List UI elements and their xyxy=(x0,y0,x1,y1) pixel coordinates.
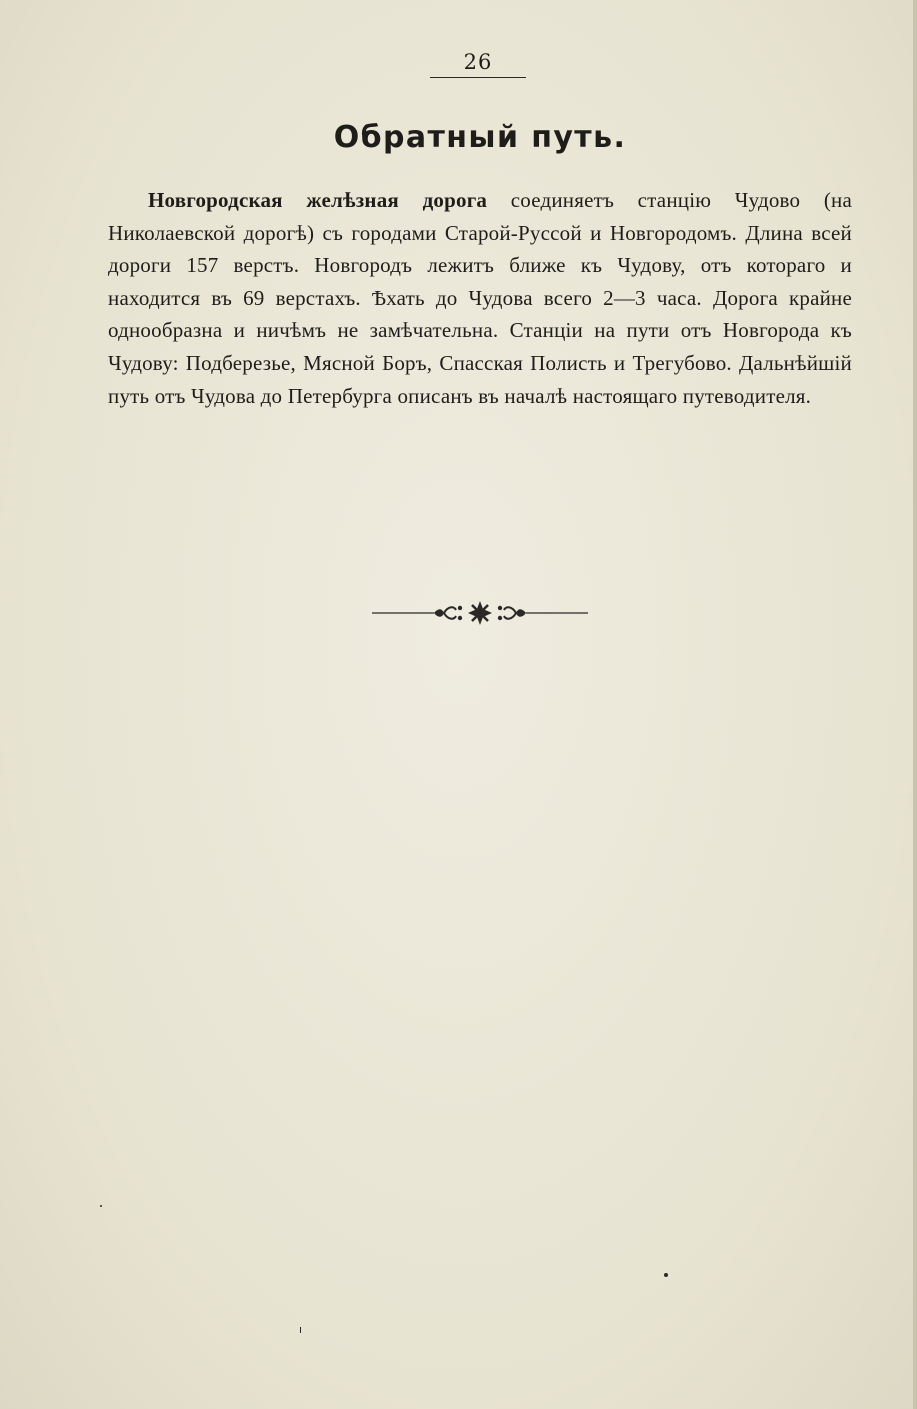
ink-speck xyxy=(100,1205,102,1207)
page-edge xyxy=(913,0,917,1409)
page-number: 26 xyxy=(430,50,526,78)
ornament-divider-icon xyxy=(372,598,588,628)
body-text xyxy=(108,184,852,412)
ink-speck xyxy=(300,1327,301,1333)
ink-speck xyxy=(664,1273,668,1277)
lead-bold-term: Новгородская желѣзная дорога xyxy=(148,188,488,212)
paragraph xyxy=(108,184,852,412)
paragraph-text: соединяетъ станцію Чудово (на Николаевской дорогѣ) съ городами Старой-Руссой и Новгородомъ. Длина всей дороги 157 верстъ. Новгородъ лежитъ ближе къ Чудову, отъ котораго и находится въ 69 верстахъ. Ѣхать до Чудова всего 2—3 часа. Дорога крайне однообразна и ничѣмъ не замѣчательна. Станціи на пути отъ Новгорода къ Чудову: Подберезье, Мясной Боръ, Спасская Полисть и Трегубово. Дальнѣйшій путь отъ Чудова до Петербурга описанъ въ началѣ настоящаго путеводителя. xyxy=(108,188,852,408)
section-title: Обратный путь. xyxy=(333,120,627,155)
